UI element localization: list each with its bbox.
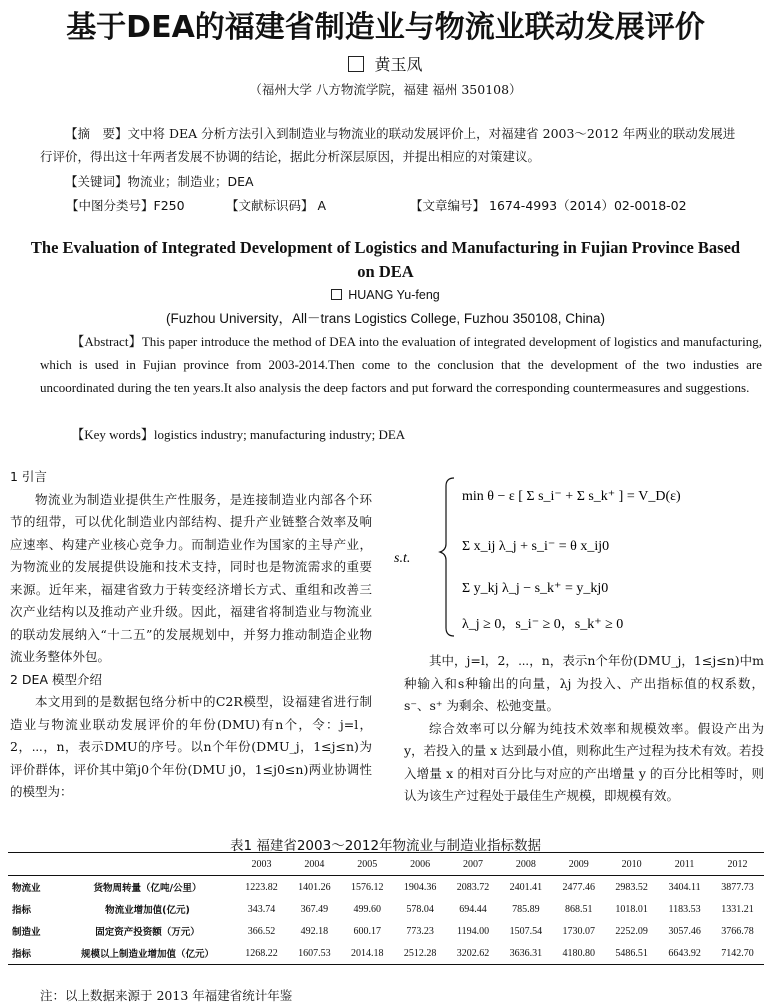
cell: 1730.07 xyxy=(562,925,596,937)
article-no-field xyxy=(410,196,687,214)
formula-line2: Σ x_ij λ_j + s_i⁻ = θ x_ij0 xyxy=(462,539,610,554)
row-indicator: 物流业增加值(亿元) xyxy=(105,905,190,916)
english-keywords-text: logistics industry; manufacturing industry; DEA xyxy=(153,427,406,442)
cell: 499.60 xyxy=(353,903,381,915)
cell: 3877.73 xyxy=(721,881,754,893)
table-row xyxy=(8,898,764,920)
english-affiliation: (Fuzhou University，All－trans Logistics College, Fuzhou 350108, China) xyxy=(166,311,605,326)
abstract-cn xyxy=(40,122,740,168)
formula-st: s.t. xyxy=(394,551,411,566)
keywords-cn-text: 物流业；制造业；DEA xyxy=(127,174,254,189)
english-abstract xyxy=(40,330,762,399)
clc-label: 【中图分类号】 xyxy=(66,198,154,213)
keywords-cn xyxy=(40,172,740,190)
cell: 600.17 xyxy=(353,925,381,937)
cell: 366.52 xyxy=(247,925,276,937)
year-header: 2008 xyxy=(499,853,552,876)
english-title: The Evaluation of Integrated Development of Logistics and Manufacturing in Fujian Province Based on DEA xyxy=(30,238,741,281)
table-header-row xyxy=(8,853,764,876)
cell: 6643.92 xyxy=(658,942,711,965)
table-row xyxy=(8,920,764,942)
row-group: 指标 xyxy=(12,905,32,916)
year-header: 2009 xyxy=(552,853,605,876)
cell: 1401.26 xyxy=(298,881,331,893)
year-header: 2010 xyxy=(605,853,658,876)
clc-field xyxy=(66,196,185,214)
cell: 773.23 xyxy=(406,925,434,937)
year-header: 2012 xyxy=(711,853,764,876)
cell: 2983.52 xyxy=(615,881,648,893)
cell: 7142.70 xyxy=(711,942,764,965)
paper-title: 基于DEA的福建省制造业与物流业联动发展评价 xyxy=(66,10,705,45)
year-header: 2004 xyxy=(288,853,341,876)
row-indicator: 固定资产投资额（万元） xyxy=(95,927,200,938)
formula-brace xyxy=(440,478,454,636)
author-box-icon xyxy=(331,289,342,300)
english-abstract-text: This paper introduce the method of DEA into the evaluation of integrated development of logistics and manufacturing, which is used in Fujian province from 2003-2014.Then come to the conclusion that the development of the two industies are uncoordinated during the ten years.It also analysis the deep factors and put forward the corresponding countermeasures and suggestions. xyxy=(40,334,762,395)
formula-line1: min θ − ε [ Σ s_i⁻ + Σ s_k⁺ ] = V_D(ε) xyxy=(462,489,681,504)
cell: 1018.01 xyxy=(615,903,648,915)
cell: 1183.53 xyxy=(668,903,701,915)
cell: 2401.41 xyxy=(509,881,543,893)
abstract-cn-label: 【摘 要】 xyxy=(65,126,128,141)
doc-code-field xyxy=(226,196,326,214)
section2-heading: 2 DEA 模型介绍 xyxy=(10,671,102,687)
affiliation: （福州大学 八方物流学院，福建 福州 350108） xyxy=(249,82,522,97)
data-table xyxy=(8,852,764,965)
cell: 367.49 xyxy=(300,903,329,915)
cell: 492.18 xyxy=(300,925,329,937)
header-blank xyxy=(60,853,235,876)
section2-text: 本文用到的是数据包络分析中的C2R模型，设福建省进行制造业与物流业联动发展评价的年份(DMU)有n个，令：j=l，2，⋯，n，表示DMU的序号。以n个年份(DMU_j，1≤j≤n)为评价群体，评价其中第j0个年份(DMU j0，1≤j0≤n)两业协调性的模型为： xyxy=(10,694,372,799)
table-note: 注：以上数据来源于 2013 年福建省统计年鉴 xyxy=(40,988,293,1003)
cell: 2014.18 xyxy=(341,942,394,965)
row-indicator: 规模以上制造业增加值（亿元） xyxy=(60,942,235,965)
keywords-cn-label: 【关键词】 xyxy=(65,174,128,189)
english-keywords xyxy=(40,424,740,443)
cell: 2477.46 xyxy=(562,881,596,893)
cell: 1223.82 xyxy=(245,881,278,893)
english-author-line xyxy=(0,288,771,302)
article-no-value: 1674-4993（2014）02-0018-02 xyxy=(489,198,687,213)
english-keywords-label: 【Key words】 xyxy=(71,427,154,442)
cell: 343.74 xyxy=(247,903,276,915)
cell: 1268.22 xyxy=(235,942,288,965)
table-row xyxy=(8,876,764,899)
table-row xyxy=(8,942,764,965)
author-line xyxy=(0,52,771,75)
cell: 3404.11 xyxy=(668,881,701,893)
cell: 1576.12 xyxy=(350,881,384,893)
cell: 1904.36 xyxy=(403,881,437,893)
year-header: 2005 xyxy=(341,853,394,876)
cell: 3766.78 xyxy=(721,925,754,937)
doc-code-value: A xyxy=(317,198,327,213)
cell: 4180.80 xyxy=(552,942,605,965)
table-caption: 表1 福建省2003～2012年物流业与制造业指标数据 xyxy=(229,838,542,854)
cell: 5486.51 xyxy=(605,942,658,965)
right-column xyxy=(404,650,764,808)
row-group: 指标 xyxy=(8,942,60,965)
year-header: 2007 xyxy=(447,853,500,876)
section1-heading: 1 引言 xyxy=(10,469,47,484)
cell: 3636.31 xyxy=(499,942,552,965)
row-group: 物流业 xyxy=(12,883,41,894)
left-column xyxy=(10,466,372,804)
section1-text: 物流业为制造业提供生产性服务，是连接制造业内部各个环节的纽带，可以优化制造业内部结构、提升产业链整合效率及响应速率、构建产业核心竞争力。而制造业作为国家的主导产业，为物流业的发展提供设施和技术支持，同时也是物流需求的重要来源。近年来，福建省致力于转变经济增长方式、重组和改善三次产业结构以及推动产业升级。因此，福建省将制造业与物流业的联动发展纳入“十二五”的发展规划中，并努力推动制造企业物流业务整体外包。 xyxy=(10,491,372,664)
cell: 1607.53 xyxy=(288,942,341,965)
english-abstract-label: 【Abstract】 xyxy=(71,334,142,349)
formula-line4: λ_j ≥ 0，s_i⁻ ≥ 0，s_k⁺ ≥ 0 xyxy=(462,617,624,632)
year-header: 2003 xyxy=(235,853,288,876)
formula-line3: Σ y_kj λ_j − s_k⁺ = y_kj0 xyxy=(462,581,609,596)
article-no-label: 【文章编号】 xyxy=(410,198,486,213)
row-indicator: 货物周转量（亿吨/公里） xyxy=(93,883,202,894)
right-para-2: 综合效率可以分解为纯技术效率和规模效率。假设产出为 y，若投入的量 x 达到最小值，则称此生产过程为技术有效。若投入增量 x 的相对百分比与对应的产出增量 y 的百分比相等时，则认为该生产过程处于最佳生产规模，即规模有效。 xyxy=(404,720,764,803)
abstract-cn-text: 文中将 DEA 分析方法引入到制造业与物流业的联动发展评价上，对福建省 2003～2012 年两业的联动发展进行评价，得出这十年两者发展不协调的结论，据此分析深层原因，并提出相应的对策建议。 xyxy=(40,126,736,164)
cell: 868.51 xyxy=(565,903,593,915)
year-header: 2006 xyxy=(394,853,447,876)
cell: 2252.09 xyxy=(615,925,648,937)
row-group: 制造业 xyxy=(12,927,41,938)
cell: 1194.00 xyxy=(456,925,490,937)
dea-model-formula xyxy=(394,470,770,640)
cell: 3057.46 xyxy=(668,925,701,937)
cell: 785.89 xyxy=(512,903,540,915)
doc-code-label: 【文献标识码】 xyxy=(226,198,314,213)
year-header: 2011 xyxy=(658,853,711,876)
cell: 2083.72 xyxy=(456,881,490,893)
cell: 1331.21 xyxy=(721,903,754,915)
cell: 694.44 xyxy=(459,903,487,915)
author-box-icon xyxy=(348,56,364,72)
cell: 1507.54 xyxy=(509,925,543,937)
cell: 2512.28 xyxy=(394,942,447,965)
formula-graphic xyxy=(394,470,770,640)
cell: 578.04 xyxy=(406,903,434,915)
english-author: HUANG Yu-feng xyxy=(348,288,440,302)
cell: 3202.62 xyxy=(447,942,500,965)
author-name: 黄玉凤 xyxy=(374,55,423,74)
right-para-1: 其中，j=l，2，⋯，n，表示n个年份(DMU_j，1≤j≤n)中m种输入和s种输出的向量，λj 为投入、产出指标值的权系数，s⁻、s⁺ 为剩余、松弛变量。 xyxy=(404,653,764,713)
clc-value: F250 xyxy=(153,198,185,213)
header-blank xyxy=(8,853,60,876)
